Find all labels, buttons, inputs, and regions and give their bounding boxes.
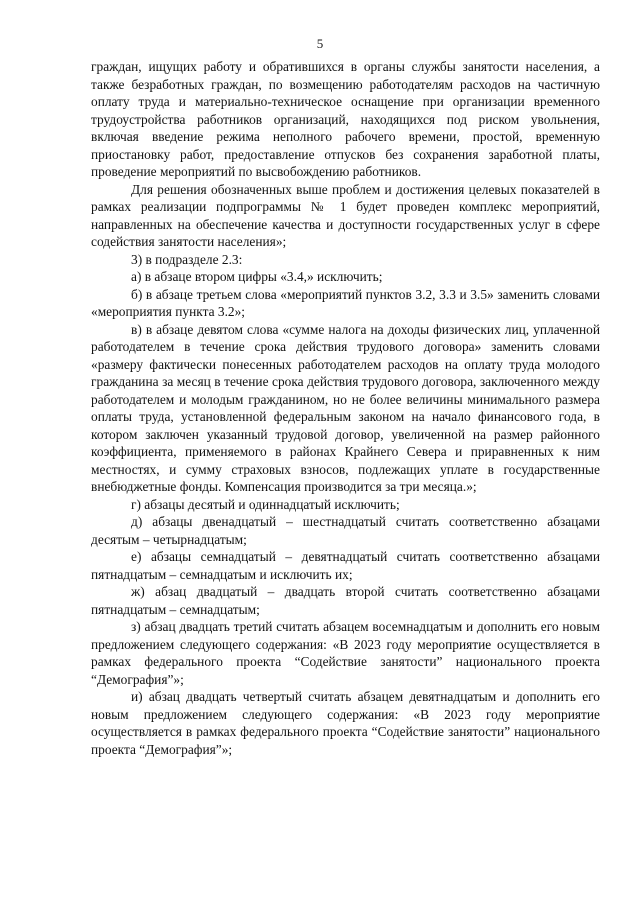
document-body — [91, 58, 600, 758]
paragraph-4: а) в абзаце втором цифры «3.4,» исключить; — [131, 269, 383, 284]
paragraph-10: ж) абзац двадцатый – двадцать второй считать соответственно абзацами пятнадцатым – семнадцатым; — [91, 584, 600, 617]
paragraph-3: 3) в подразделе 2.3: — [131, 251, 243, 267]
paragraph-6: в) в абзаце девятом слова «сумме налога на доходы физических лиц, уплаченной работодателем в течение срока действия трудового договора» заменить словами «размеру фактически понесенных работодателем расходов на оплату труда молодого гражданина за месяц в течение срока действия трудового договора, заключенного между работодателем и молодым гражданином, но не более величины минимального размера оплаты труда, установленной федеральным законом на начало финансового года, в котором заключен указанный трудовой договор, увеличенной на размер районного коэффициента, применяемого в районах Крайнего Севера и приравненных к ним местностях, и сумму страховых взносов, подлежащих уплате в государственные внебюджетные фонды. Компенсация производится за три месяца.»; — [91, 321, 600, 494]
paragraph-7: г) абзацы десятый и одиннадцатый исключить; — [131, 496, 400, 512]
page-number: 5 — [316, 36, 324, 51]
paragraph-12: и) абзац двадцать четвертый считать абзацем девятнадцатым и дополнить его новым предложением следующего содержания: «В 2023 году мероприятие осуществляется в рамках федерального проекта “Содействие занятости” национального проекта “Демография”»; — [91, 689, 600, 757]
paragraph-8: д) абзацы двенадцатый – шестнадцатый считать соответственно абзацами десятым – четырнадцатым; — [91, 514, 600, 547]
paragraph-9: е) абзацы семнадцатый – девятнадцатый считать соответственно абзацами пятнадцатым – семнадцатым и исключить их; — [91, 549, 600, 582]
paragraph-2: Для решения обозначенных выше проблем и достижения целевых показателей в рамках реализации подпрограммы № 1 будет проведен комплекс мероприятий, направленных на обеспечение качества и доступности государственных услуг в сфере содействия занятости населения»; — [91, 181, 600, 249]
paragraph-11: з) абзац двадцать третий считать абзацем восемнадцатым и дополнить его новым предложением следующего содержания: «В 2023 году мероприятие осуществляется в рамках федерального проекта “Содействие занятости” национального проекта “Демография”»; — [91, 619, 600, 687]
paragraph-5: б) в абзаце третьем слова «мероприятий пунктов 3.2, 3.3 и 3.5» заменить словами «мероприятия пункта 3.2»; — [91, 286, 600, 319]
paragraph-1: граждан, ищущих работу и обратившихся в органы службы занятости населения, а также безработных граждан, по возмещению работодателям расходов на частичную оплату труда и материально-техническое оснащение при организации временного трудоустройства работников организаций, находящихся под риском увольнения, включая введение режима неполного рабочего времени, простой, временную приостановку работ, предоставление отпусков без сохранения заработной платы, проведение мероприятий по высвобождению работников. — [91, 59, 600, 179]
